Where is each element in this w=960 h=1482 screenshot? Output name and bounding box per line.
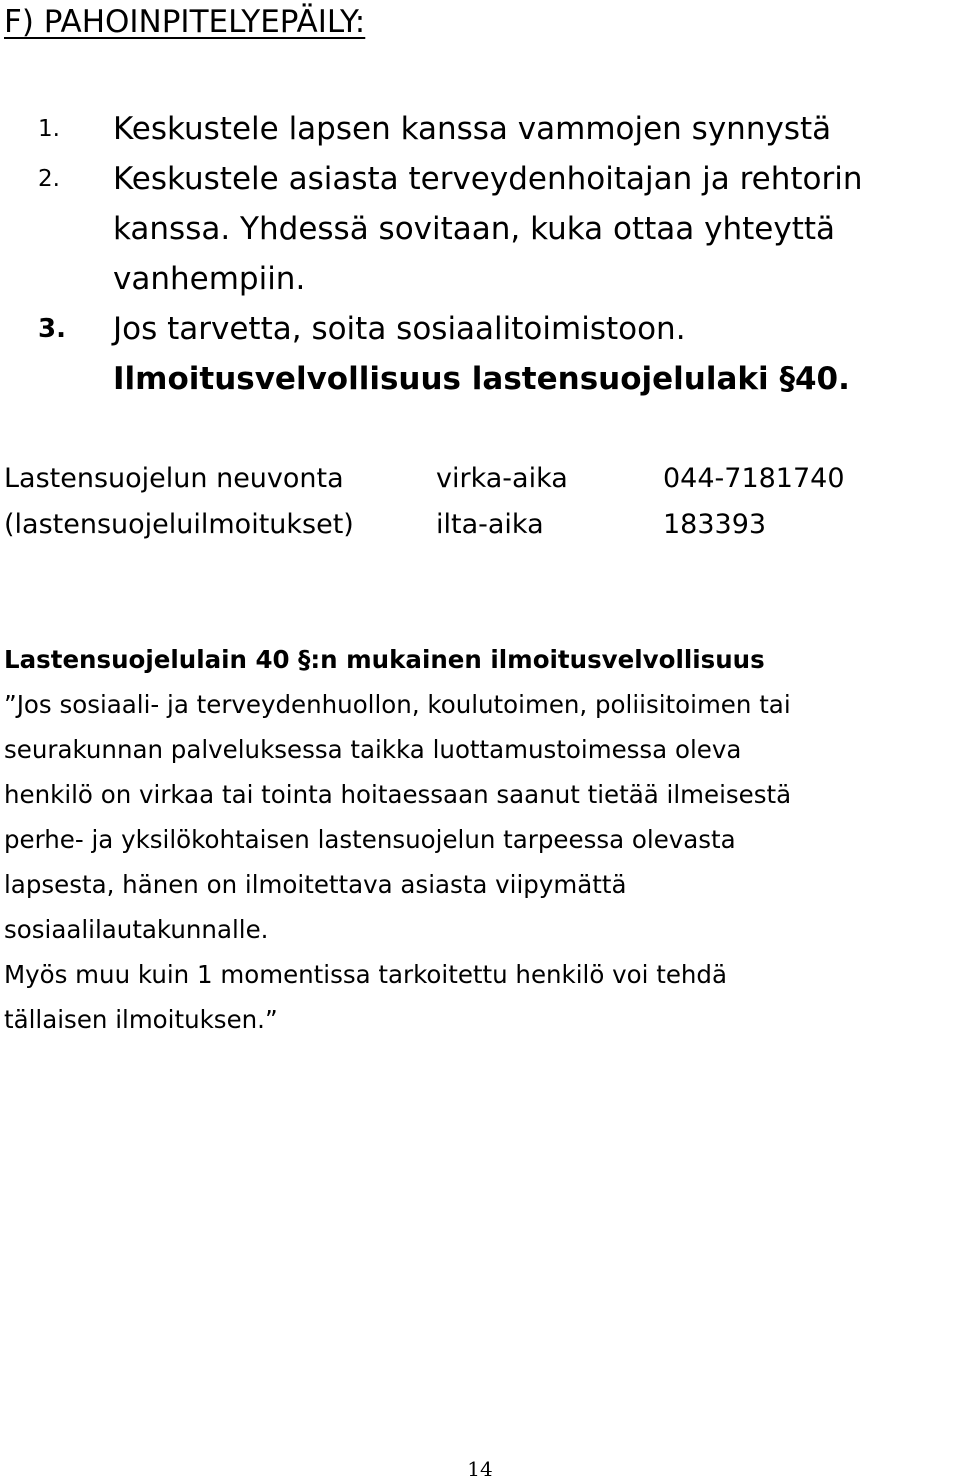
contact-hours: ilta-aika — [436, 509, 544, 540]
instruction-list — [0, 104, 960, 404]
law-title: Lastensuojelulain 40 §:n mukainen ilmoitusvelvollisuus — [4, 645, 765, 674]
page-number: 14 — [467, 1457, 493, 1481]
contact-phone: 044-7181740 — [663, 463, 845, 494]
law-text-line: tällaisen ilmoituksen.” — [4, 1005, 278, 1034]
law-text-line: Myös muu kuin 1 momentissa tarkoitettu henkilö voi tehdä — [4, 960, 727, 989]
contact-label: Lastensuojelun neuvonta — [4, 463, 344, 494]
list-item-1 — [0, 104, 960, 154]
law-text-line: lapsesta, hänen on ilmoitettava asiasta viipymättä — [4, 870, 627, 899]
list-item-text — [113, 154, 933, 304]
law-text-line: seurakunnan palveluksessa taikka luottamustoimessa oleva — [4, 735, 742, 764]
list-item-line: vanhempiin. — [113, 261, 306, 297]
list-number: 2. — [38, 166, 60, 192]
contact-label: (lastensuojeluilmoitukset) — [4, 509, 354, 540]
contact-phone: 183393 — [663, 509, 767, 540]
section-heading: F) PAHOINPITELYEPÄILY: — [4, 4, 366, 40]
list-item-line: Keskustele asiasta terveydenhoitajan ja rehtorin — [113, 161, 863, 197]
list-item-line: Jos tarvetta, soita sosiaalitoimistoon. — [113, 311, 686, 347]
obligation-note: Ilmoitusvelvollisuus lastensuojelulaki §40. — [113, 361, 850, 397]
list-item-text — [113, 104, 933, 154]
list-number: 1. — [38, 116, 60, 142]
law-text-line: perhe- ja yksilökohtaisen lastensuojelun tarpeessa olevasta — [4, 825, 736, 854]
list-item-line: Keskustele lapsen kanssa vammojen synnystä — [113, 111, 832, 147]
law-text-line: henkilö on virkaa tai tointa hoitaessaan saanut tietää ilmeisestä — [4, 780, 792, 809]
list-item-line: kanssa. Yhdessä sovitaan, kuka ottaa yhteyttä — [113, 211, 836, 247]
list-item-3 — [0, 304, 960, 404]
list-item-text — [113, 304, 933, 404]
law-text-line: ”Jos sosiaali- ja terveydenhuollon, koulutoimen, poliisitoimen tai — [4, 690, 791, 719]
law-excerpt — [4, 637, 956, 1042]
contact-hours: virka-aika — [436, 463, 568, 494]
law-text-line: sosiaalilautakunnalle. — [4, 915, 269, 944]
list-number: 3. — [38, 314, 66, 344]
list-item-2 — [0, 154, 960, 304]
